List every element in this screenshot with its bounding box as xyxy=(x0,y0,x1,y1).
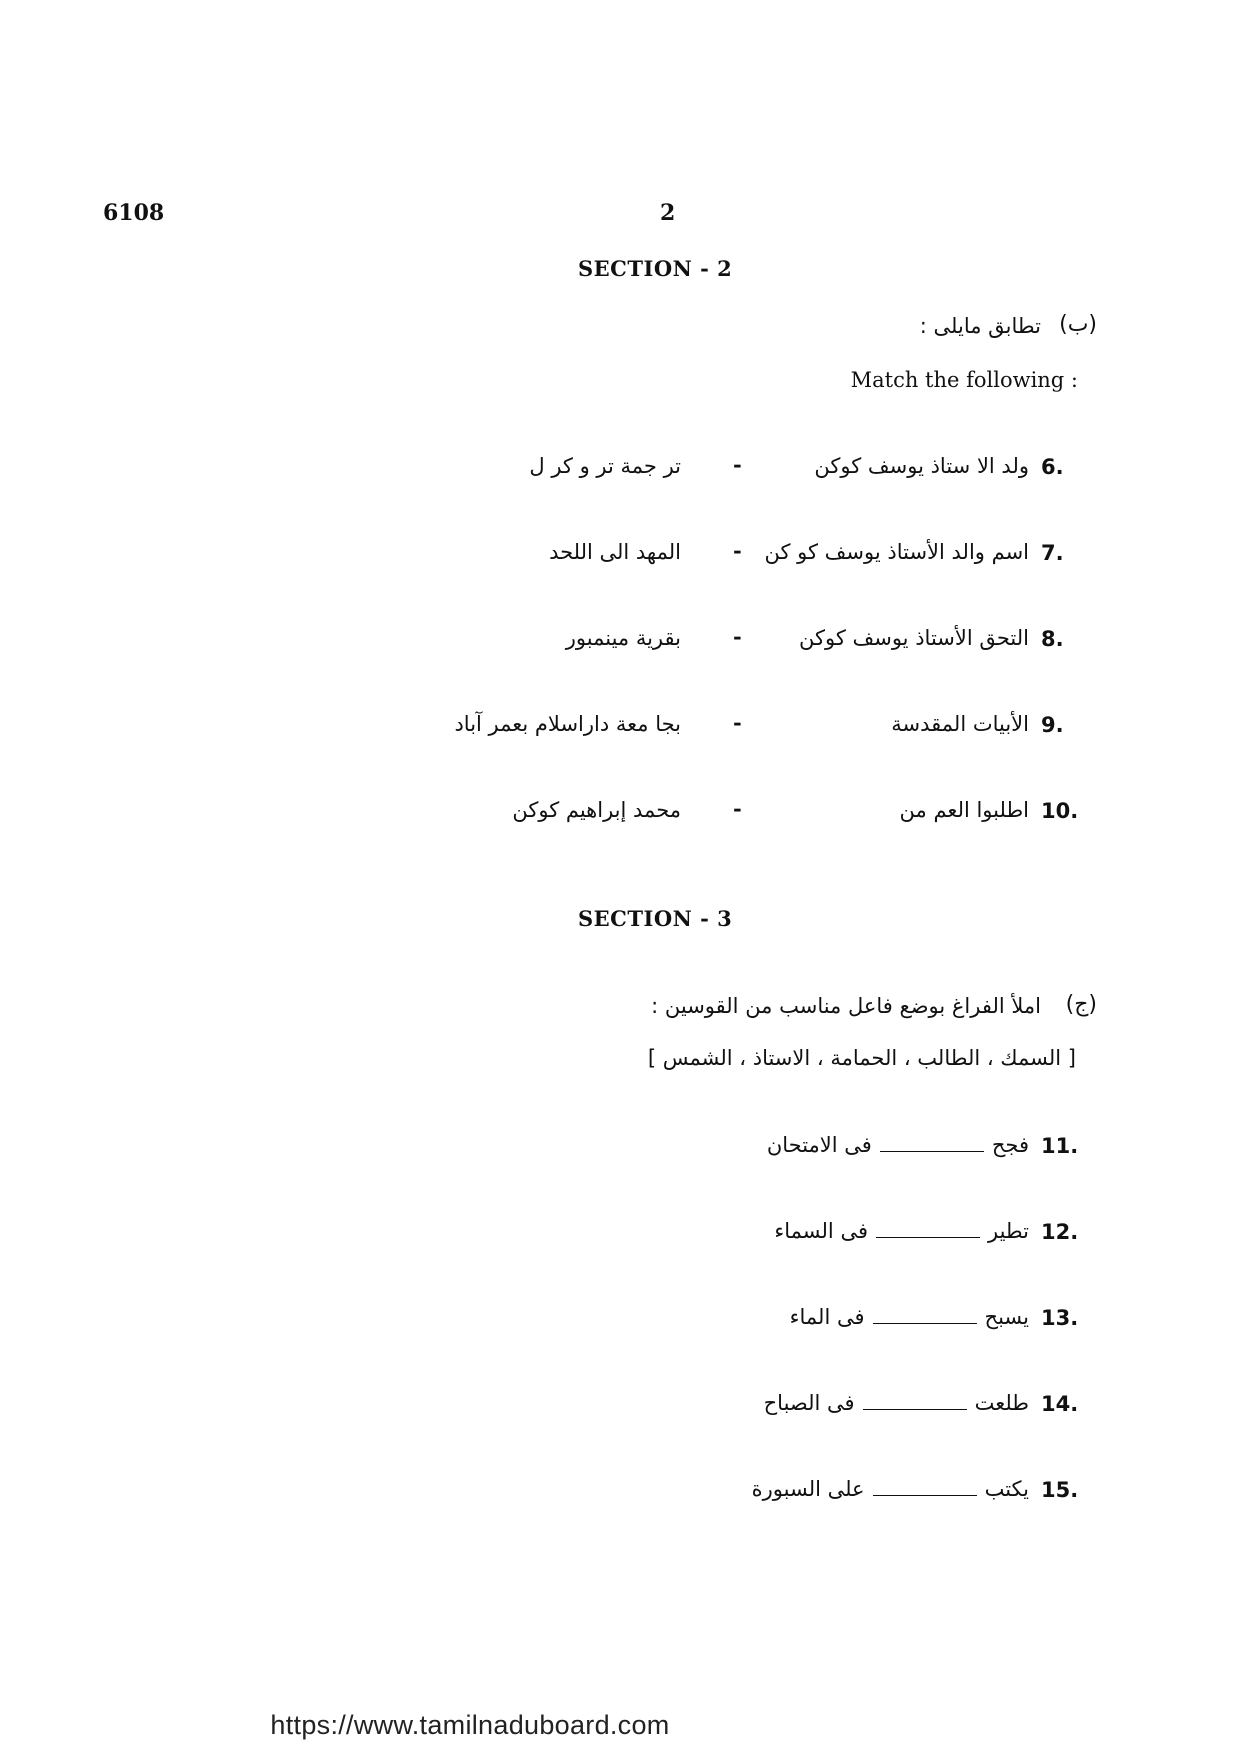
question-label-b: (ب) xyxy=(1059,312,1097,337)
match-dash: - xyxy=(733,796,742,821)
match-right: بجا معة داراسلام بعمر آباد xyxy=(454,712,681,736)
fill-sentence xyxy=(764,1391,1029,1415)
match-item-number: 9. xyxy=(1041,713,1064,737)
match-left: الأبيات المقدسة xyxy=(891,712,1029,736)
instruction-arabic-match: تطابق مايلى : xyxy=(919,314,1041,338)
fill-sentence xyxy=(774,1219,1029,1243)
fill-word-before: يكتب xyxy=(984,1477,1029,1501)
match-right: تر جمة تر و كر ل xyxy=(529,454,681,478)
instruction-arabic-fill: املأ الفراغ بوضع فاعل مناسب من القوسين : xyxy=(651,994,1041,1018)
fill-word-before: فجح xyxy=(991,1133,1029,1157)
paper-code: 6108 xyxy=(103,200,165,226)
page-number: 2 xyxy=(660,200,676,226)
match-item-number: 7. xyxy=(1041,541,1064,565)
match-right: بقرية مينمبور xyxy=(565,626,681,650)
match-right: محمد إبراهيم كوكن xyxy=(512,798,681,822)
match-dash: - xyxy=(733,538,742,563)
fill-word-after: فى الماء xyxy=(789,1305,865,1329)
match-dash: - xyxy=(733,710,742,735)
fill-item-number: 14. xyxy=(1041,1392,1079,1416)
footer-url[interactable]: https://www.tamilnaduboard.com xyxy=(270,1710,670,1740)
match-left: ولد الا ستاذ يوسف كوكن xyxy=(814,454,1029,478)
fill-sentence xyxy=(790,1305,1029,1329)
fill-item-number: 15. xyxy=(1041,1478,1079,1502)
section-2-title: SECTION - 2 xyxy=(578,256,733,281)
fill-word-before: طلعت xyxy=(974,1391,1029,1415)
match-left: التحق الأستاذ يوسف كوكن xyxy=(798,626,1029,650)
match-dash: - xyxy=(733,624,742,649)
fill-item-number: 12. xyxy=(1041,1220,1079,1244)
blank-line xyxy=(863,1409,967,1410)
fill-word-before: تطير xyxy=(988,1219,1029,1243)
fill-word-after: على السبورة xyxy=(751,1477,865,1501)
options-bracket: [ السمك ، الطالب ، الحمامة ، الاستاذ ، الشمس ] xyxy=(647,1046,1076,1070)
question-label-c: (ج) xyxy=(1065,992,1097,1017)
fill-word-after: فى الصباح xyxy=(763,1391,855,1415)
fill-item-number: 13. xyxy=(1041,1306,1079,1330)
match-right: المهد الى اللحد xyxy=(549,540,681,564)
match-item-number: 10. xyxy=(1041,799,1079,823)
blank-line xyxy=(873,1495,977,1496)
blank-line xyxy=(873,1323,977,1324)
fill-word-after: فى السماء xyxy=(774,1219,868,1243)
match-item-number: 8. xyxy=(1041,627,1064,651)
fill-word-after: فى الامتحان xyxy=(766,1133,872,1157)
instruction-english-match: Match the following : xyxy=(850,368,1078,392)
match-left: اسم والد الأستاذ يوسف كو كن xyxy=(764,540,1029,564)
blank-line xyxy=(880,1151,984,1152)
match-item-number: 6. xyxy=(1041,455,1064,479)
fill-sentence xyxy=(752,1477,1029,1501)
match-left: اطلبوا العم من xyxy=(899,798,1029,822)
fill-sentence xyxy=(767,1133,1029,1157)
fill-item-number: 11. xyxy=(1041,1134,1079,1158)
section-3-title: SECTION - 3 xyxy=(578,906,733,931)
blank-line xyxy=(876,1237,980,1238)
fill-word-before: يسبح xyxy=(984,1305,1029,1329)
match-dash: - xyxy=(733,452,742,477)
